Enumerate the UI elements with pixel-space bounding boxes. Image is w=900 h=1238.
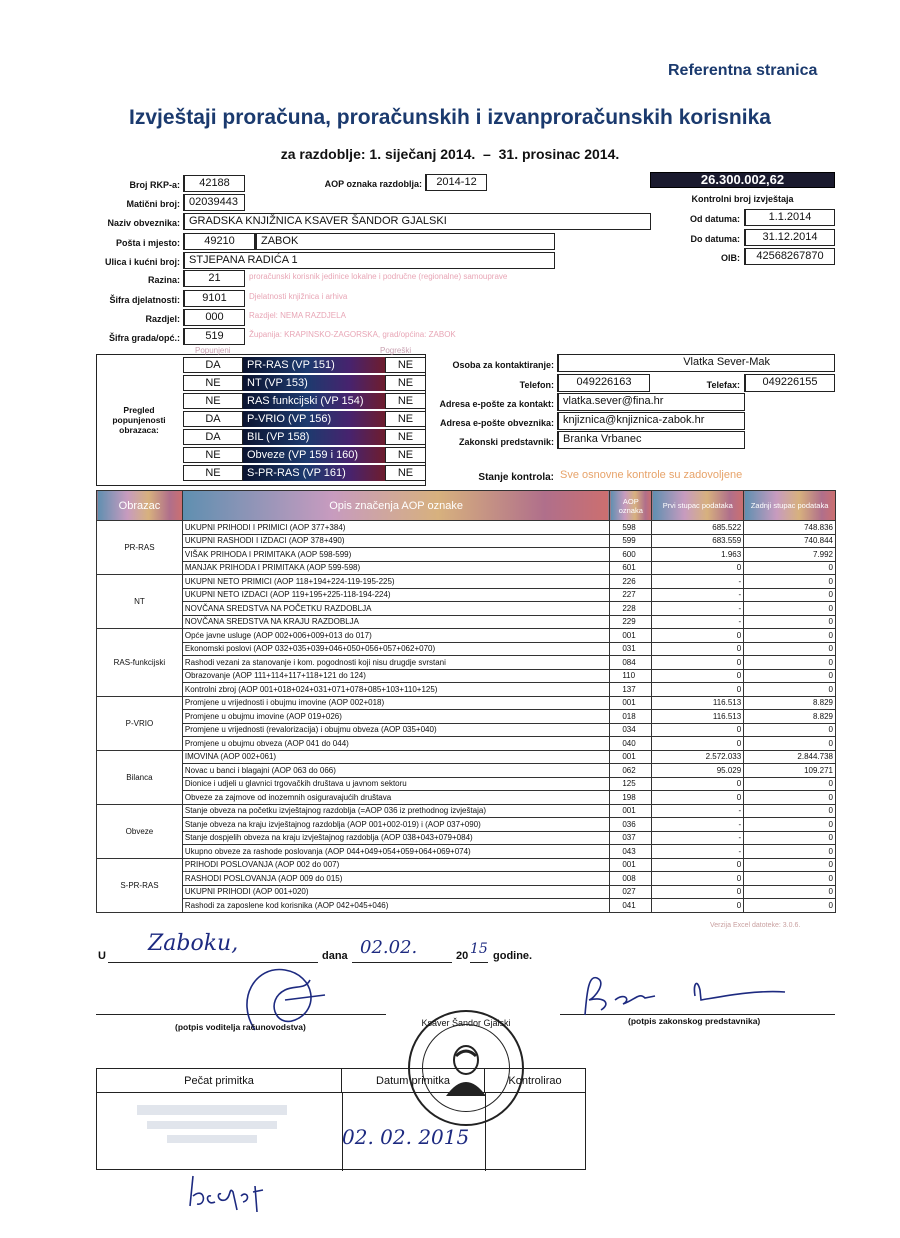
street-label: Ulica i kućni broj: bbox=[104, 257, 180, 267]
form-name: RAS funkcijski (VP 154) bbox=[243, 393, 385, 409]
row-first: 0 bbox=[652, 899, 744, 913]
djel-hint: Djelatnosti knjižnica i arhiva bbox=[249, 292, 348, 301]
stamp-text: Ksaver Šandor Gjalski bbox=[421, 1018, 511, 1028]
row-aop: 034 bbox=[610, 723, 652, 737]
row-last: 109.271 bbox=[744, 764, 836, 778]
row-aop: 037 bbox=[610, 831, 652, 845]
table-row bbox=[97, 548, 836, 562]
email-label: Adresa e-pošte za kontakt: bbox=[439, 399, 554, 409]
row-aop: 036 bbox=[610, 818, 652, 832]
email-field: vlatka.sever@fina.hr bbox=[557, 393, 745, 411]
form-row bbox=[183, 464, 426, 482]
do-field: 31.12.2014 bbox=[744, 229, 835, 246]
row-desc: UKUPNI PRIHODI I PRIMICI (AOP 377+384) bbox=[182, 521, 609, 535]
mb-label: Matični broj: bbox=[126, 199, 180, 209]
oib-label: OIB: bbox=[721, 253, 740, 263]
rep-signature bbox=[575, 970, 795, 1020]
row-last: 0 bbox=[744, 642, 836, 656]
table-row bbox=[97, 872, 836, 886]
row-last: 0 bbox=[744, 615, 836, 629]
table-row bbox=[97, 818, 836, 832]
row-aop: 027 bbox=[610, 885, 652, 899]
street-field: STJEPANA RADIĆA 1 bbox=[183, 252, 555, 269]
table-row bbox=[97, 885, 836, 899]
row-desc: Promjene u obujmu obveza (AOP 041 do 044) bbox=[182, 737, 609, 751]
version-label: Verzija Excel datoteke: 3.0.6. bbox=[710, 922, 801, 929]
row-desc: NOVČANA SREDSTVA NA KRAJU RAZDOBLJA bbox=[182, 615, 609, 629]
form-error: NE bbox=[385, 375, 426, 391]
org-email-label: Adresa e-pošte obveznika: bbox=[439, 418, 554, 428]
rep-sig-label: (potpis zakonskog predstavnika) bbox=[628, 1016, 761, 1026]
row-desc: NOVČANA SREDSTVA NA POČETKU RAZDOBLJA bbox=[182, 602, 609, 616]
period-to: 31. prosinac 2014. bbox=[498, 146, 620, 162]
row-desc: UKUPNI PRIHODI (AOP 001+020) bbox=[182, 885, 609, 899]
forms-col-left: Popunjeni bbox=[195, 346, 231, 355]
table-row bbox=[97, 521, 836, 535]
row-aop: 599 bbox=[610, 534, 652, 548]
form-name: P-VRIO (VP 156) bbox=[243, 411, 385, 427]
period-label: za razdoblje: bbox=[280, 146, 366, 162]
person-label: Osoba za kontaktiranje: bbox=[452, 360, 554, 370]
row-aop: 084 bbox=[610, 656, 652, 670]
year-line bbox=[470, 941, 488, 963]
row-last: 0 bbox=[744, 818, 836, 832]
row-aop: 226 bbox=[610, 575, 652, 589]
post-code-field: 49210 bbox=[183, 233, 255, 250]
row-last: 0 bbox=[744, 602, 836, 616]
row-aop: 137 bbox=[610, 683, 652, 697]
row-desc: UKUPNI NETO IZDACI (AOP 119+195+225-118-194-224) bbox=[182, 588, 609, 602]
period-line bbox=[0, 146, 900, 162]
table-row bbox=[97, 629, 836, 643]
person-field: Vlatka Sever-Mak bbox=[557, 354, 835, 372]
table-row bbox=[97, 831, 836, 845]
row-aop: 001 bbox=[610, 858, 652, 872]
form-error: NE bbox=[385, 393, 426, 409]
group-name: PR-RAS bbox=[97, 521, 183, 575]
row-last: 0 bbox=[744, 845, 836, 859]
form-error: NE bbox=[385, 465, 426, 481]
row-last: 0 bbox=[744, 723, 836, 737]
row-desc: Promjene u vrijednosti i obujmu imovine (AOP 002+018) bbox=[182, 696, 609, 710]
aop-period-label: AOP oznaka razdoblja: bbox=[324, 179, 422, 189]
grad-hint: Županija: KRAPINSKO-ZAGORSKA, grad/općina: ZABOK bbox=[249, 330, 456, 339]
row-desc: Obveze za zajmove od inozemnih osiguravajućih društava bbox=[182, 791, 609, 805]
u-label: U bbox=[98, 950, 106, 962]
table-row bbox=[97, 710, 836, 724]
row-desc: Obrazovanje (AOP 111+114+117+118+121 do 124) bbox=[182, 669, 609, 683]
group-name: Bilanca bbox=[97, 750, 183, 804]
djel-label: Šifra djelatnosti: bbox=[109, 295, 180, 305]
row-last: 0 bbox=[744, 683, 836, 697]
od-field: 1.1.2014 bbox=[744, 209, 835, 226]
header-aop: AOP oznaka bbox=[610, 491, 652, 521]
oib-field: 42568267870 bbox=[744, 248, 835, 265]
row-desc: PRIHODI POSLOVANJA (AOP 002 do 007) bbox=[182, 858, 609, 872]
forms-list bbox=[183, 356, 426, 482]
table-row bbox=[97, 669, 836, 683]
date-handwritten: 02.02. bbox=[360, 937, 418, 958]
header-last: Zadnji stupac podataka bbox=[744, 491, 836, 521]
period-from: 1. siječanj 2014. bbox=[369, 146, 476, 162]
row-aop: 227 bbox=[610, 588, 652, 602]
form-row bbox=[183, 410, 426, 428]
row-last: 0 bbox=[744, 656, 836, 670]
place-handwritten: Zaboku, bbox=[148, 931, 239, 956]
row-first: - bbox=[652, 804, 744, 818]
rkp-field: 42188 bbox=[183, 175, 245, 192]
name-label: Naziv obveznika: bbox=[107, 218, 180, 228]
form-error: NE bbox=[385, 429, 426, 445]
table-row bbox=[97, 615, 836, 629]
row-first: 0 bbox=[652, 777, 744, 791]
form-name: BIL (VP 158) bbox=[243, 429, 385, 445]
row-aop: 018 bbox=[610, 710, 652, 724]
rep-field: Branka Vrbanec bbox=[557, 431, 745, 449]
row-last: 0 bbox=[744, 669, 836, 683]
form-name: PR-RAS (VP 151) bbox=[243, 357, 385, 373]
row-aop: 198 bbox=[610, 791, 652, 805]
row-aop: 062 bbox=[610, 764, 652, 778]
row-first: 0 bbox=[652, 885, 744, 899]
table-row bbox=[97, 656, 836, 670]
row-first: 116.513 bbox=[652, 710, 744, 724]
form-row bbox=[183, 356, 426, 374]
reference-label: Referentna stranica bbox=[668, 62, 818, 79]
table-row bbox=[97, 777, 836, 791]
form-error: NE bbox=[385, 357, 426, 373]
do-label: Do datuma: bbox=[690, 234, 740, 244]
period-dash: – bbox=[483, 146, 491, 162]
row-first: 0 bbox=[652, 561, 744, 575]
razina-hint: proračunski korisnik jedinice lokalne i područne (regionalne) samouprave bbox=[249, 272, 508, 281]
form-row bbox=[183, 428, 426, 446]
controller-signature bbox=[185, 1166, 285, 1216]
form-error: NE bbox=[385, 447, 426, 463]
row-last: 0 bbox=[744, 804, 836, 818]
row-first: 95.029 bbox=[652, 764, 744, 778]
row-desc: Stanje obveza na kraju izvještajnog razdoblja (AOP 001+002-019) i (AOP 037+090) bbox=[182, 818, 609, 832]
row-last: 0 bbox=[744, 858, 836, 872]
row-aop: 001 bbox=[610, 696, 652, 710]
od-label: Od datuma: bbox=[689, 214, 740, 224]
row-desc: UKUPNI RASHODI I IZDACI (AOP 378+490) bbox=[182, 534, 609, 548]
row-desc: Ukupno obveze za rashode poslovanja (AOP 044+049+054+059+064+069+074) bbox=[182, 845, 609, 859]
razdjel-hint: Razdjel: NEMA RAZDJELA bbox=[249, 311, 346, 320]
table-row bbox=[97, 696, 836, 710]
aop-table bbox=[96, 490, 836, 913]
row-first: - bbox=[652, 602, 744, 616]
row-desc: Rashodi vezani za stanovanje i kom. pogodnosti koji nisu drugdje svrstani bbox=[182, 656, 609, 670]
form-row bbox=[183, 392, 426, 410]
row-last: 8.829 bbox=[744, 696, 836, 710]
group-name: Obveze bbox=[97, 804, 183, 858]
year-prefix: 20 bbox=[456, 950, 469, 962]
portrait-icon bbox=[444, 1042, 488, 1096]
row-desc: Novac u banci i blagajni (AOP 063 do 066) bbox=[182, 764, 609, 778]
row-aop: 110 bbox=[610, 669, 652, 683]
table-row bbox=[97, 683, 836, 697]
row-desc: Promjene u vrijednosti (revalorizacija) i obujmu obveza (AOP 035+040) bbox=[182, 723, 609, 737]
post-label: Pošta i mjesto: bbox=[115, 238, 180, 248]
received-date: 02. 02. 2015 bbox=[342, 1125, 470, 1149]
godine-label: godine. bbox=[493, 950, 533, 962]
row-first: 0 bbox=[652, 858, 744, 872]
row-last: 0 bbox=[744, 629, 836, 643]
date-line bbox=[352, 937, 452, 963]
control-header: Kontrolirao bbox=[485, 1069, 585, 1093]
phone-label: Telefon: bbox=[519, 380, 554, 390]
row-first: 0 bbox=[652, 737, 744, 751]
aop-period-field: 2014-12 bbox=[425, 174, 487, 191]
row-first: 0 bbox=[652, 629, 744, 643]
row-first: - bbox=[652, 575, 744, 589]
row-last: 0 bbox=[744, 777, 836, 791]
form-filled: DA bbox=[183, 357, 243, 373]
form-filled: NE bbox=[183, 375, 243, 391]
grad-label: Šifra grada/opć.: bbox=[108, 333, 180, 343]
faded-stamp bbox=[127, 1099, 297, 1159]
row-last: 0 bbox=[744, 831, 836, 845]
row-first: - bbox=[652, 615, 744, 629]
row-first: - bbox=[652, 588, 744, 602]
row-aop: 598 bbox=[610, 521, 652, 535]
row-aop: 043 bbox=[610, 845, 652, 859]
accountant-sig-label: (potpis voditelja računovodstva) bbox=[175, 1022, 306, 1032]
date-header: Datum primitka bbox=[342, 1069, 485, 1093]
table-row bbox=[97, 723, 836, 737]
table-row bbox=[97, 642, 836, 656]
row-first: 0 bbox=[652, 642, 744, 656]
fax-label: Telefax: bbox=[706, 380, 740, 390]
razdjel-label: Razdjel: bbox=[145, 314, 180, 324]
row-first: - bbox=[652, 845, 744, 859]
org-email-field: knjiznica@knjiznica-zabok.hr bbox=[557, 412, 745, 430]
table-row bbox=[97, 791, 836, 805]
header-desc: Opis značenja AOP oznake bbox=[182, 491, 609, 521]
row-first: 1.963 bbox=[652, 548, 744, 562]
row-aop: 601 bbox=[610, 561, 652, 575]
row-desc: VIŠAK PRIHODA I PRIMITAKA (AOP 598-599) bbox=[182, 548, 609, 562]
table-row bbox=[97, 804, 836, 818]
form-name: Obveze (VP 159 i 160) bbox=[243, 447, 385, 463]
row-first: - bbox=[652, 818, 744, 832]
row-last: 0 bbox=[744, 791, 836, 805]
mb-field: 02039443 bbox=[183, 194, 245, 211]
form-name: S-PR-RAS (VP 161) bbox=[243, 465, 385, 481]
row-first: 0 bbox=[652, 723, 744, 737]
row-desc: UKUPNI NETO PRIMICI (AOP 118+194+224-119-195-225) bbox=[182, 575, 609, 589]
row-last: 740.844 bbox=[744, 534, 836, 548]
table-row bbox=[97, 737, 836, 751]
row-desc: Kontrolni zbroj (AOP 001+018+024+031+071+078+085+103+110+125) bbox=[182, 683, 609, 697]
row-desc: Stanje obveza na početku izvještajnog razdoblja (=AOP 036 iz prethodnog izvještaja) bbox=[182, 804, 609, 818]
form-error: NE bbox=[385, 411, 426, 427]
table-row bbox=[97, 750, 836, 764]
row-desc: Opće javne usluge (AOP 002+006+009+013 do 017) bbox=[182, 629, 609, 643]
row-desc: Promjene u obujmu imovine (AOP 019+026) bbox=[182, 710, 609, 724]
form-name: NT (VP 153) bbox=[243, 375, 385, 391]
table-row bbox=[97, 588, 836, 602]
group-name: NT bbox=[97, 575, 183, 629]
row-last: 0 bbox=[744, 588, 836, 602]
form-filled: NE bbox=[183, 447, 243, 463]
row-desc: MANJAK PRIHODA I PRIMITAKA (AOP 599-598) bbox=[182, 561, 609, 575]
row-last: 0 bbox=[744, 899, 836, 913]
dana-label: dana bbox=[322, 950, 348, 962]
row-first: 0 bbox=[652, 791, 744, 805]
form-row bbox=[183, 446, 426, 464]
razdjel-field: 000 bbox=[183, 309, 245, 326]
row-first: 0 bbox=[652, 872, 744, 886]
row-first: 683.559 bbox=[652, 534, 744, 548]
status-label: Stanje kontrola: bbox=[478, 472, 554, 483]
row-aop: 600 bbox=[610, 548, 652, 562]
row-aop: 041 bbox=[610, 899, 652, 913]
table-row bbox=[97, 575, 836, 589]
row-aop: 001 bbox=[610, 804, 652, 818]
row-desc: Dionice i udjeli u glavnici trgovačkih društava u javnom sektoru bbox=[182, 777, 609, 791]
row-desc: RASHODI POSLOVANJA (AOP 009 do 015) bbox=[182, 872, 609, 886]
round-stamp bbox=[408, 1010, 524, 1126]
row-aop: 040 bbox=[610, 737, 652, 751]
city-field: ZABOK bbox=[255, 233, 555, 250]
group-name: P-VRIO bbox=[97, 696, 183, 750]
table-row bbox=[97, 845, 836, 859]
control-sum: 26.300.002,62 bbox=[650, 172, 835, 188]
row-aop: 008 bbox=[610, 872, 652, 886]
table-row bbox=[97, 858, 836, 872]
control-label: Kontrolni broj izvještaja bbox=[691, 194, 794, 204]
row-aop: 001 bbox=[610, 750, 652, 764]
table-row bbox=[97, 899, 836, 913]
row-first: 0 bbox=[652, 669, 744, 683]
razina-label: Razina: bbox=[147, 275, 180, 285]
row-last: 0 bbox=[744, 575, 836, 589]
year-handwritten: 15 bbox=[470, 941, 488, 957]
forms-col-right: Pogreški bbox=[380, 346, 412, 355]
group-name: S-PR-RAS bbox=[97, 858, 183, 912]
razina-field: 21 bbox=[183, 270, 245, 287]
table-row bbox=[97, 561, 836, 575]
table-row bbox=[97, 602, 836, 616]
row-aop: 001 bbox=[610, 629, 652, 643]
djel-field: 9101 bbox=[183, 290, 245, 307]
form-filled: NE bbox=[183, 465, 243, 481]
header-first: Prvi stupac podataka bbox=[652, 491, 744, 521]
form-filled: NE bbox=[183, 393, 243, 409]
form-filled: DA bbox=[183, 411, 243, 427]
status-text: Sve osnovne kontrole su zadovoljene bbox=[560, 469, 743, 481]
row-first: 0 bbox=[652, 656, 744, 670]
page-title: Izvještaji proračuna, proračunskih i izvanproračunskih korisnika bbox=[129, 106, 771, 129]
row-last: 0 bbox=[744, 872, 836, 886]
fax-field: 049226155 bbox=[744, 374, 835, 392]
row-first: 2.572.033 bbox=[652, 750, 744, 764]
name-field: GRADSKA KNJIŽNICA KSAVER ŠANDOR GJALSKI bbox=[183, 213, 651, 230]
table-row bbox=[97, 764, 836, 778]
phone-field: 049226163 bbox=[557, 374, 650, 392]
row-last: 7.992 bbox=[744, 548, 836, 562]
rep-label: Zakonski predstavnik: bbox=[458, 437, 554, 447]
row-first: 685.522 bbox=[652, 521, 744, 535]
row-desc: Ekonomski poslovi (AOP 032+035+039+046+050+056+057+062+070) bbox=[182, 642, 609, 656]
row-aop: 125 bbox=[610, 777, 652, 791]
row-last: 0 bbox=[744, 885, 836, 899]
header-form: Obrazac bbox=[97, 491, 183, 521]
rkp-label: Broj RKP-a: bbox=[129, 180, 180, 190]
row-last: 2.844.738 bbox=[744, 750, 836, 764]
stamp-header: Pečat primitka bbox=[97, 1069, 342, 1093]
controller-note bbox=[138, 1160, 140, 1167]
row-first: - bbox=[652, 831, 744, 845]
form-row bbox=[183, 374, 426, 392]
row-last: 8.829 bbox=[744, 710, 836, 724]
table-header-row bbox=[97, 491, 836, 521]
row-first: 0 bbox=[652, 683, 744, 697]
row-desc: Rashodi za zaposlene kod korisnika (AOP 042+045+046) bbox=[182, 899, 609, 913]
row-last: 0 bbox=[744, 737, 836, 751]
row-last: 748.836 bbox=[744, 521, 836, 535]
group-name: RAS-funkcijski bbox=[97, 629, 183, 697]
row-first: 116.513 bbox=[652, 696, 744, 710]
grad-field: 519 bbox=[183, 328, 245, 345]
forms-section-label: Pregled popunjenosti obrazaca: bbox=[112, 405, 166, 435]
row-last: 0 bbox=[744, 561, 836, 575]
row-desc: IMOVINA (AOP 002+061) bbox=[182, 750, 609, 764]
row-aop: 229 bbox=[610, 615, 652, 629]
table-row bbox=[97, 534, 836, 548]
row-aop: 228 bbox=[610, 602, 652, 616]
row-desc: Stanje dospjelih obveza na kraju izvještajnog razdoblja (AOP 038+043+079+084) bbox=[182, 831, 609, 845]
row-aop: 031 bbox=[610, 642, 652, 656]
form-filled: DA bbox=[183, 429, 243, 445]
